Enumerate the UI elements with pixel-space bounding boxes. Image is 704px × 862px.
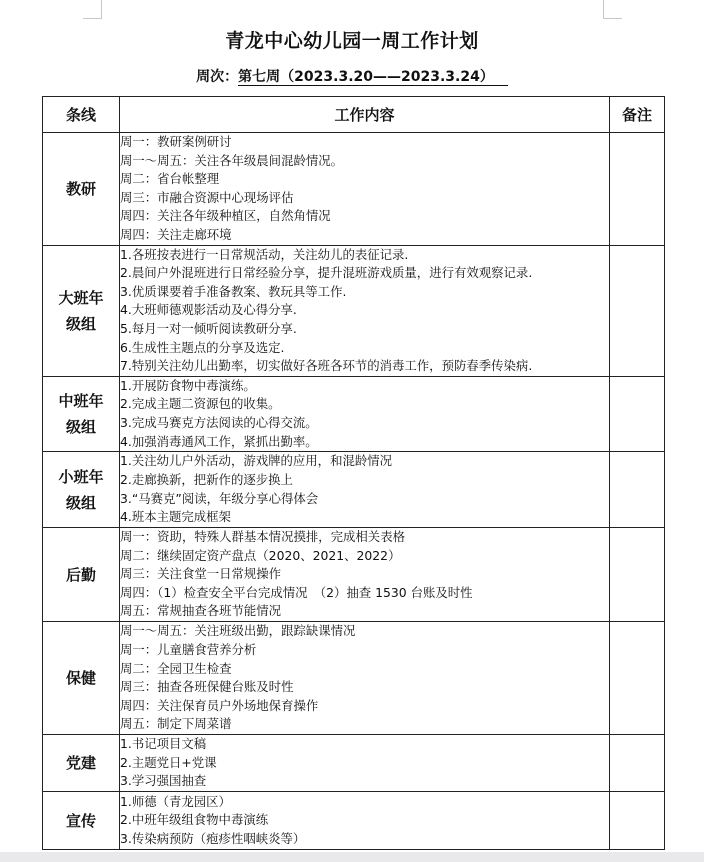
bottom-status-strip xyxy=(0,852,704,862)
work-item: 4.大班师德观影活动及心得分享. xyxy=(120,302,297,318)
work-item: 周二：省台帐整理 xyxy=(120,171,220,187)
table-row xyxy=(43,376,665,451)
row-work-content xyxy=(120,452,610,528)
row-category: 宣传 xyxy=(43,792,120,850)
row-work-content xyxy=(120,792,610,850)
table-row xyxy=(43,133,665,246)
row-work-content xyxy=(120,735,610,792)
work-item: 周一：资助，特殊人群基本情况摸排，完成相关表格 xyxy=(120,529,405,545)
table-row xyxy=(43,528,665,622)
row-note xyxy=(610,622,665,735)
table-row xyxy=(43,735,665,792)
work-item: 1.师德（青龙园区） xyxy=(120,793,231,809)
row-category: 大班年 级组 xyxy=(43,245,120,376)
work-item: 6.生成性主题点的分享及选定. xyxy=(120,339,285,355)
work-item: 3.“马赛克”阅读，年级分享心得体会 xyxy=(120,490,319,506)
week-label: 周次： xyxy=(196,69,239,85)
table-body xyxy=(43,133,665,850)
work-item: 周四：关注保育员户外场地保育操作 xyxy=(120,697,319,713)
row-note xyxy=(610,735,665,792)
row-category: 中班年 级组 xyxy=(43,376,120,451)
page-corner-mark-left xyxy=(83,0,102,19)
work-item: 2.中班年级组食物中毒演练 xyxy=(120,812,269,828)
work-item: 7.特别关注幼儿出勤率，切实做好各班各环节的消毒工作，预防春季传染病. xyxy=(120,358,533,374)
table-row xyxy=(43,792,665,850)
work-item: 周三：市融合资源中心现场评估 xyxy=(120,189,294,205)
work-item: 2.走廊换新，把新作的逐步换上 xyxy=(120,472,293,487)
work-item: 1.关注幼儿户外活动，游戏牌的应用，和混龄情况 xyxy=(120,453,393,469)
page-corner-mark-right xyxy=(603,0,622,19)
work-item: 周二：继续固定资产盘点（2020、2021、2022） xyxy=(120,547,401,563)
week-line xyxy=(0,66,704,86)
work-item: 周一：儿童膳食营养分析 xyxy=(120,641,257,657)
row-category: 教研 xyxy=(43,133,120,246)
work-item: 周一：教研案例研讨 xyxy=(120,134,232,149)
work-item: 2.主题党日+党课 xyxy=(120,754,217,770)
row-work-content xyxy=(120,622,610,735)
header-category: 条线 xyxy=(43,97,120,133)
work-item: 周五：制定下周菜谱 xyxy=(120,716,232,732)
work-item: 4.加强消毒通风工作，紧抓出勤率。 xyxy=(120,433,318,449)
header-content: 工作内容 xyxy=(120,97,610,133)
work-item: 周二：全园卫生检查 xyxy=(120,660,232,676)
work-item: 周五：常规抽查各班节能情况 xyxy=(120,603,282,619)
work-item: 周三：关注食堂一日常规操作 xyxy=(120,566,282,582)
row-note xyxy=(610,528,665,622)
work-item: 1.开展防食物中毒演练。 xyxy=(120,377,256,393)
work-item: 3.传染病预防（疱疹性咽峡炎等） xyxy=(120,830,306,846)
row-work-content xyxy=(120,528,610,622)
work-item: 3.优质课要着手准备教案、教玩具等工作. xyxy=(120,283,347,299)
work-item: 5.每月一对一倾听阅读教研分享. xyxy=(120,320,297,336)
row-work-content xyxy=(120,376,610,451)
table-row xyxy=(43,245,665,376)
table-row xyxy=(43,622,665,735)
row-work-content xyxy=(120,133,610,246)
row-note xyxy=(610,792,665,850)
header-note: 备注 xyxy=(610,97,665,133)
work-item: 2.晨间户外混班进行日常经验分享，提升混班游戏质量，进行有效观察记录. xyxy=(120,265,533,281)
row-note xyxy=(610,133,665,246)
work-item: 1.书记项目文稿 xyxy=(120,736,207,752)
row-work-content xyxy=(120,245,610,376)
work-item: 周四：关注走廊环境 xyxy=(120,226,232,242)
row-category: 保健 xyxy=(43,622,120,735)
row-category: 小班年 级组 xyxy=(43,452,120,528)
work-item: 2.完成主题二资源包的收集。 xyxy=(120,396,281,412)
work-item: 3.学习强国抽查 xyxy=(120,773,207,789)
row-note xyxy=(610,245,665,376)
table-header-row xyxy=(43,97,665,133)
work-plan-table xyxy=(42,96,665,850)
document-title: 青龙中心幼儿园一周工作计划 xyxy=(225,30,479,52)
row-note xyxy=(610,452,665,528)
work-item: 周一～周五：关注班级出勤，跟踪缺课情况 xyxy=(120,623,356,639)
work-item: 3.完成马赛克方法阅读的心得交流。 xyxy=(120,414,318,430)
work-item: 周三：抽查各班保健台账及时性 xyxy=(120,679,294,695)
work-item: 周四：（1）检查安全平台完成情况 （2）抽查 1530 台账及时性 xyxy=(120,584,473,600)
work-item: 1.各班按表进行一日常规活动，关注幼儿的表征记录. xyxy=(120,246,409,262)
work-item: 周四：关注各年级种植区，自然角情况 xyxy=(120,208,331,224)
row-category: 党建 xyxy=(43,735,120,792)
row-note xyxy=(610,376,665,451)
week-value: 第七周（2023.3.20——2023.3.24） xyxy=(238,69,508,86)
table-row xyxy=(43,452,665,528)
work-item: 4.班本主题完成框架 xyxy=(120,509,231,525)
work-item: 周一～周五：关注各年级晨间混龄情况。 xyxy=(120,152,344,168)
row-category: 后勤 xyxy=(43,528,120,622)
